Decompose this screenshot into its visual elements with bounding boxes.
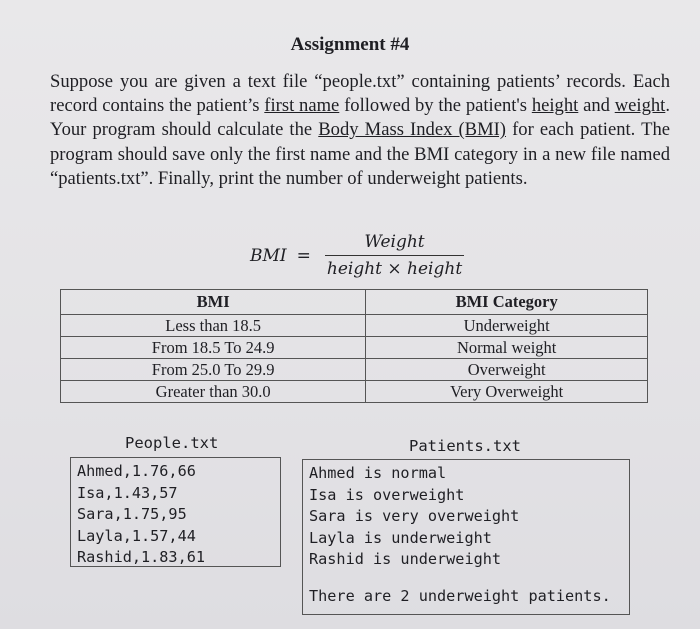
bmi-formula (250, 232, 464, 279)
problem-statement (50, 70, 670, 191)
table-row (61, 315, 648, 337)
text-segment: for each patient. The program should save only the first name and the BMI category in a new file named “patients.txt”. Finally, print the number of underweight patients. (50, 119, 670, 189)
formula-fraction (325, 232, 464, 279)
table-header-category: BMI Category (366, 290, 648, 315)
table-row (61, 359, 648, 381)
text-segment: and (578, 95, 615, 117)
list-item: Rashid is underweight (309, 550, 502, 568)
table-cell-category: Overweight (366, 359, 648, 381)
list-item: Ahmed is normal (309, 464, 447, 482)
formula-equals: = (296, 245, 311, 266)
list-item: Sara,1.75,95 (77, 505, 187, 523)
table-row (61, 381, 648, 403)
text-segment: . Your program should calculate the (50, 95, 670, 141)
underlined-term: Body Mass Index (BMI) (318, 119, 506, 141)
list-item: Layla,1.57,44 (77, 526, 196, 545)
formula-lhs: BMI (250, 245, 287, 266)
assignment-title: Assignment #4 (290, 34, 410, 55)
bmi-category-table (60, 289, 648, 403)
text-segment: followed by the patient's (339, 95, 532, 117)
text-segment: Suppose you are given a text file “people.txt” containing patients’ records. Each record contains the patient’s (50, 71, 670, 117)
table-cell-bmi: From 18.5 To 24.9 (61, 337, 366, 359)
list-item: Isa is overweight (309, 485, 465, 504)
list-item: Sara is very overweight (309, 507, 520, 525)
people-file-label: People.txt (125, 434, 219, 452)
table-cell-category: Underweight (366, 315, 648, 337)
list-item: Layla is underweight (309, 528, 492, 547)
list-item: Isa,1.43,57 (77, 483, 178, 502)
list-item: Rashid,1.83,61 (77, 548, 206, 566)
table-cell-bmi: From 25.0 To 29.9 (61, 359, 366, 381)
table-cell-category: Normal weight (366, 337, 648, 359)
table-row (61, 337, 648, 359)
table-cell-bmi: Greater than 30.0 (61, 381, 366, 403)
table-header-row (61, 290, 648, 315)
underlined-term: height (531, 95, 579, 117)
table-cell-category: Very Overweight (366, 381, 648, 403)
list-item: Ahmed,1.76,66 (77, 462, 196, 480)
formula-denominator: height × height (325, 255, 464, 279)
underlined-term: weight (614, 95, 666, 117)
table-header-bmi: BMI (61, 290, 366, 315)
people-file-box (70, 457, 281, 567)
underweight-summary: There are 2 underweight patients. (309, 586, 611, 605)
table-cell-bmi: Less than 18.5 (61, 315, 366, 337)
patients-file-label: Patients.txt (409, 437, 521, 455)
patients-file-box (302, 459, 630, 615)
formula-numerator: Weight (364, 232, 425, 252)
underlined-term: first name (264, 95, 340, 117)
